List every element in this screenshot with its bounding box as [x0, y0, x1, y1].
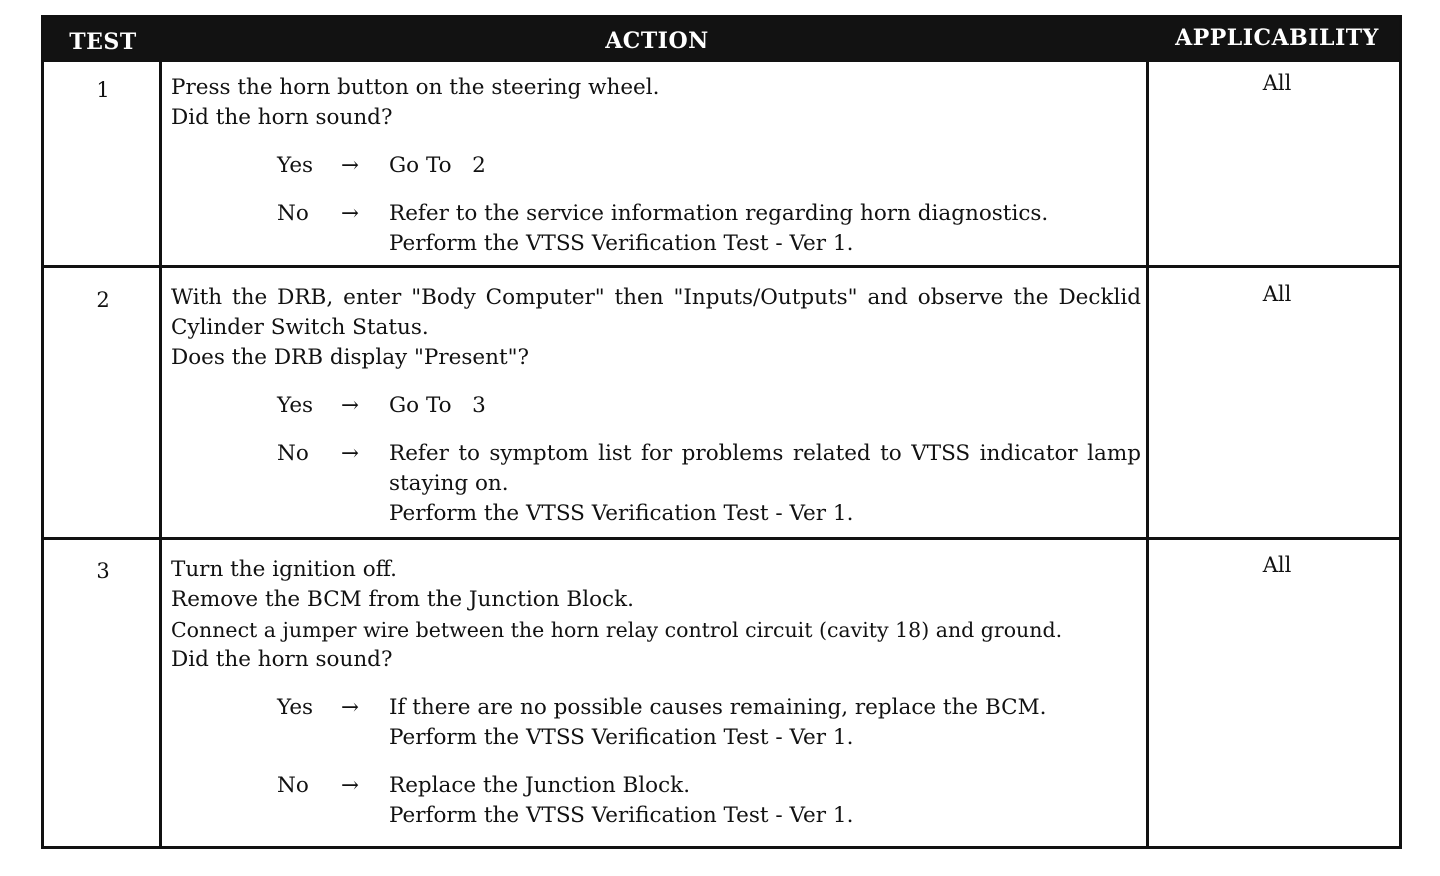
arrow-icon: →: [341, 773, 360, 798]
arrow-icon: →: [341, 393, 360, 418]
no-outcome: [171, 771, 1141, 831]
yes-line: Go To 3: [389, 393, 486, 418]
yes-label: Yes: [277, 695, 314, 720]
header-action: ACTION: [605, 28, 709, 54]
no-outcome: [171, 199, 1141, 259]
yes-outcome: [171, 693, 1141, 753]
yes-line: Perform the VTSS Verification Test - Ver 1.: [389, 725, 854, 750]
action-line: With the DRB, enter "Body Computer" then "Inputs/Outputs" and observe the Decklid Cylinder Switch Status.: [171, 285, 1141, 340]
action-cell: [171, 555, 1141, 831]
column-divider-action: [1146, 62, 1149, 846]
action-line: Press the horn button on the steering wheel.: [171, 75, 660, 100]
row-divider-1: [44, 265, 1399, 268]
header-test: TEST: [69, 29, 137, 55]
arrow-icon: →: [341, 201, 360, 226]
yes-line: Go To 2: [389, 153, 486, 178]
action-line: Remove the BCM from the Junction Block.: [171, 587, 634, 612]
no-line: Perform the VTSS Verification Test - Ver 1.: [389, 501, 854, 526]
action-cell: [171, 283, 1141, 529]
action-cell: [171, 73, 1141, 259]
table-header: [44, 18, 1399, 62]
yes-outcome: [171, 391, 1141, 421]
test-number: 1: [96, 78, 110, 102]
no-line: Refer to symptom list for problems related to VTSS indicator lamp staying on.: [389, 441, 1141, 496]
yes-label: Yes: [277, 393, 314, 418]
no-label: No: [277, 441, 309, 466]
row-divider-2: [44, 537, 1399, 540]
no-label: No: [277, 201, 309, 226]
arrow-icon: →: [341, 153, 360, 178]
arrow-icon: →: [341, 695, 360, 720]
diagnostic-table: [41, 15, 1402, 849]
yes-label: Yes: [277, 153, 314, 178]
no-line: Replace the Junction Block.: [389, 773, 691, 798]
action-line: Did the horn sound?: [171, 105, 393, 130]
no-line: Perform the VTSS Verification Test - Ver 1.: [389, 231, 854, 256]
action-line: Connect a jumper wire between the horn relay control circuit (cavity 18) and ground.: [171, 618, 1063, 642]
arrow-icon: →: [341, 441, 360, 466]
applicability-cell: All: [1262, 553, 1292, 577]
no-line: Refer to the service information regarding horn diagnostics.: [389, 201, 1049, 226]
no-outcome: [171, 439, 1141, 529]
applicability-cell: All: [1262, 282, 1292, 306]
action-line: Turn the ignition off.: [171, 557, 397, 582]
yes-outcome: [171, 151, 1141, 181]
test-number: 3: [96, 559, 110, 583]
test-number: 2: [96, 288, 110, 312]
no-line: Perform the VTSS Verification Test - Ver 1.: [389, 803, 854, 828]
yes-line: If there are no possible causes remaining, replace the BCM.: [389, 695, 1047, 720]
applicability-cell: All: [1262, 71, 1292, 95]
no-label: No: [277, 773, 309, 798]
header-applicability: APPLICABILITY: [1175, 25, 1379, 51]
column-divider-test: [159, 62, 162, 846]
action-line: Did the horn sound?: [171, 647, 393, 672]
action-line: Does the DRB display "Present"?: [171, 345, 530, 370]
